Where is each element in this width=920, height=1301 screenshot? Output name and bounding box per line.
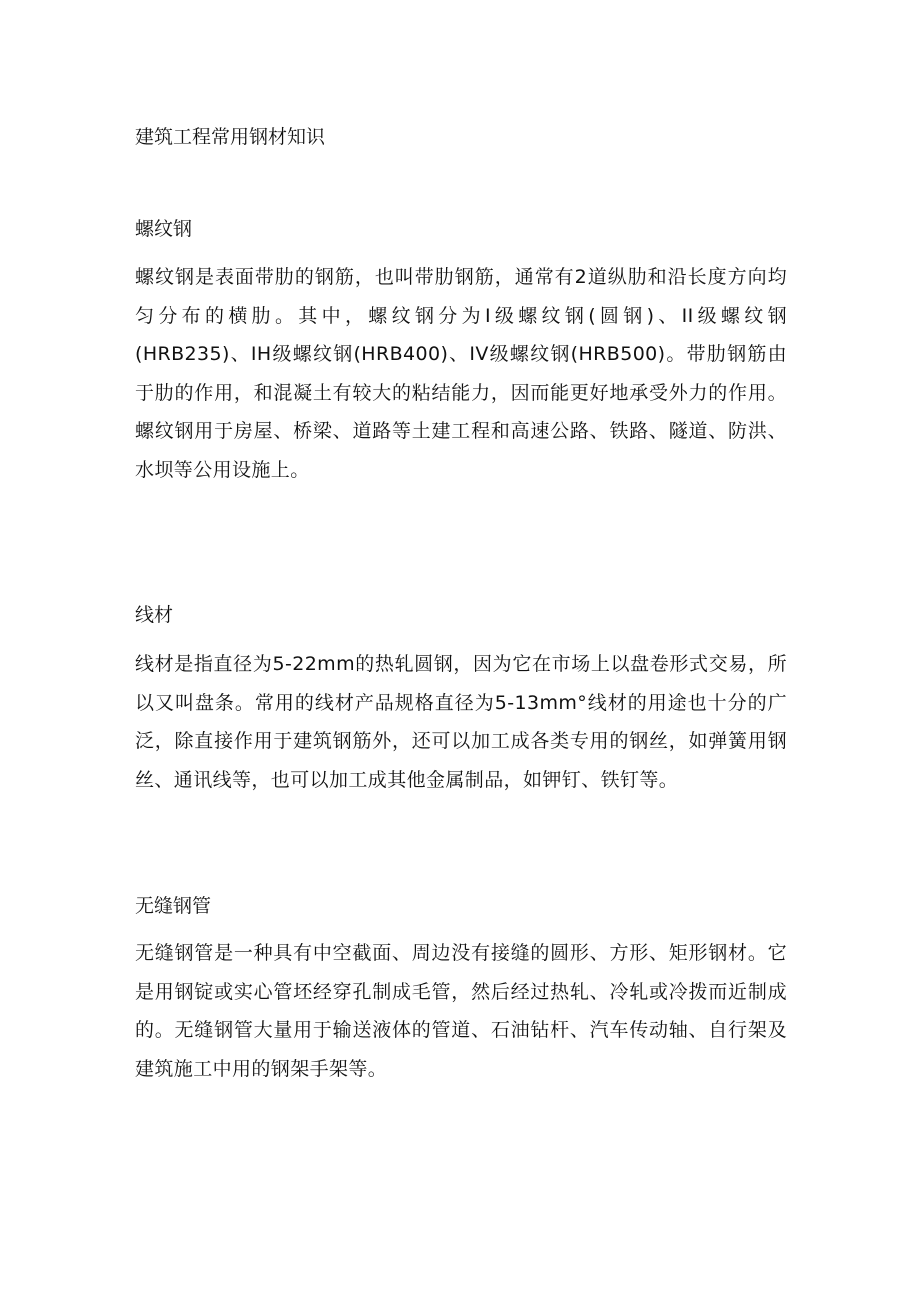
section-heading-wire-rod: 线材: [135, 604, 174, 626]
section-body-wire-rod: 线材是指直径为5-22mm的热轧圆钢，因为它在市场上以盘卷形式交易，所以又叫盘条。常用的线材产品规格直径为5-13mm°线材的用途也十分的广泛，除直接作用于建筑钢筋外，还可以加工成各类专用的钢丝，如弹簧用钢丝、通讯线等，也可以加工成其他金属制品，如钾钉、铁钉等。: [135, 653, 787, 791]
section-body-seamless-pipe: 无缝钢管是一种具有中空截面、周边没有接缝的圆形、方形、矩形钢材。它是用钢锭或实心管坯经穿孔制成毛管，然后经过热轧、冷轧或冷拨而近制成的。无缝钢管大量用于输送液体的管道、石油钻杆、汽车传动轴、自行架及建筑施工中用的钢架手架等。: [135, 942, 787, 1080]
section-body-rebar: 螺纹钢是表面带肋的钢筋，也叫带肋钢筋，通常有2道纵肋和沿长度方向均匀分布的横肋。其中，螺纹钢分为I级螺纹钢(圆钢)、II级螺纹钢(HRB235)、IH级螺纹钢(HRB400)、IV级螺纹钢(HRB500)。带肋钢筋由于肋的作用，和混凝土有较大的粘结能力，因而能更好地承受外力的作用。螺纹钢用于房屋、桥梁、道路等土建工程和高速公路、铁路、隧道、防洪、水坝等公用设施上。: [135, 266, 787, 481]
section-heading-rebar: 螺纹钢: [135, 218, 193, 240]
document-title: 建筑工程常用钢材知识: [135, 126, 326, 148]
section-heading-seamless-pipe: 无缝钢管: [135, 895, 212, 917]
